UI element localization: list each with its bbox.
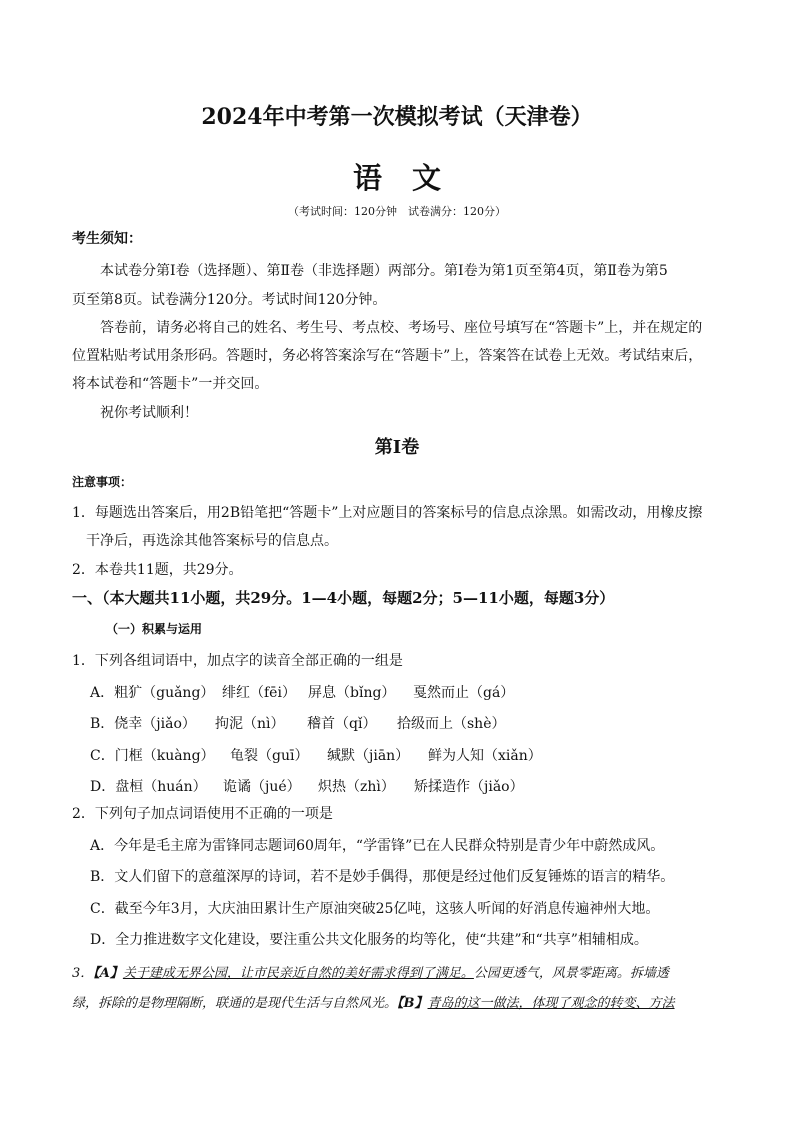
exam-meta: （考试时间：120分钟 试卷满分：120分）	[288, 205, 506, 218]
q1-d-3: 炽热（zhì）	[318, 779, 395, 795]
q3-tag-a: 【A】	[93, 966, 123, 981]
q2-option-c: C．截至今年3月，大庆油田累计生产原油突破25亿吨，这骇人听闻的好消息传遍神州大地。	[90, 901, 660, 917]
q1-d-4: 矫揉造作（jiǎo）	[414, 779, 524, 795]
q1-a-4: 戛然而止（gá）	[413, 685, 515, 701]
q1-a-2: 绯红（fēi）	[222, 685, 296, 701]
q1-a-1: A．粗犷（guǎng）	[90, 685, 215, 701]
q1-b-1: B．侥幸（jiǎo）	[90, 716, 196, 732]
q1-c-2: 龟裂（guī）	[230, 748, 309, 764]
notice-p2-line3: 将本试卷和“答题卡”一并交回。	[72, 376, 269, 392]
notice-p1-line2: 页至第8页。试卷满分120分。考试时间120分钟。	[72, 292, 387, 308]
note1-line2: 干净后，再选涂其他答案标号的信息点。	[86, 533, 338, 549]
q3-b-underlined: 青岛的这一做法，体现了观念的转变、方法	[427, 996, 675, 1011]
q1-d-1: D．盘桓（huán）	[90, 779, 207, 795]
note2: 2．本卷共11题，共29分。	[72, 562, 243, 578]
notice-p1-line1: 本试卷分第Ⅰ卷（选择题）、第Ⅱ卷（非选择题）两部分。第Ⅰ卷为第1页至第4页，第Ⅱ卷为第5	[100, 263, 668, 279]
q2-option-a: A．今年是毛主席为雷锋同志题词60周年，“学雷锋”已在人民群众特别是青少年中蔚然成风。	[90, 838, 665, 854]
section1-heading: 一、（本大题共11小题，共29分。1—4小题，每题2分；5—11小题，每题3分）	[72, 589, 615, 607]
q2-option-b: B．文人们留下的意蕴深厚的诗词，若不是妙手偶得，那便是经过他们反复锤炼的语言的精华。	[90, 869, 675, 885]
notice-p2-line2: 位置粘贴考试用条形码。答题时，务必将答案涂写在“答题卡”上，答案答在试卷上无效。考试结束后，	[72, 348, 703, 364]
exam-title: 2024年中考第一次模拟考试（天津卷）	[201, 104, 593, 130]
q1-a-3: 屏息（bǐng）	[308, 685, 396, 701]
q1-d-2: 诡谲（jué）	[223, 779, 301, 795]
q2-option-d: D．全力推进数字文化建设，要注重公共文化服务的均等化，使“共建”和“共享”相辅相成。	[90, 932, 648, 948]
notice-heading: 考生须知：	[72, 231, 142, 247]
q1-c-3: 缄默（jiān）	[327, 748, 410, 764]
subsection-heading: （一）积累与运用	[106, 622, 203, 636]
q2-stem: 2．下列句子加点词语使用不正确的一项是	[72, 806, 333, 822]
subject-title: 语文	[352, 161, 471, 195]
notice-wish: 祝你考试顺利！	[100, 405, 198, 421]
notes-heading: 注意事项：	[72, 475, 133, 489]
q3-a-rest: 公园更透气，风景零距离。拆墙透	[473, 966, 669, 981]
q3-number: 3．	[72, 966, 94, 981]
q1-b-3: 稽首（qǐ）	[307, 716, 377, 732]
q1-stem: 1．下列各组词语中，加点字的读音全部正确的一组是	[72, 653, 403, 669]
q1-b-4: 拾级而上（shè）	[397, 716, 506, 732]
note1-line1: 1．每题选出答案后，用2B铅笔把“答题卡”上对应题目的答案标号的信息点涂黑。如需改动，用橡皮擦	[72, 505, 703, 521]
q3-tag-b: 【B】	[397, 996, 428, 1011]
notice-p2-line1: 答卷前，请务必将自己的姓名、考生号、考点校、考场号、座位号填写在“答题卡”上，并在规定的	[100, 320, 703, 336]
q3-a-underlined: 关于建成无界公园，让市民亲近自然的美好需求得到了满足。	[122, 966, 474, 981]
q1-c-4: 鲜为人知（xiǎn）	[428, 748, 542, 764]
q3-line1	[72, 962, 669, 981]
q3-line2	[72, 992, 675, 1011]
q3-line2-plain: 绿，拆除的是物理隔断，联通的是现代生活与自然风光。	[72, 996, 398, 1011]
q1-b-2: 拘泥（nì）	[215, 716, 285, 732]
q1-c-1: C．门框（kuàng）	[90, 748, 215, 764]
part1-heading: 第Ⅰ卷	[374, 437, 420, 458]
